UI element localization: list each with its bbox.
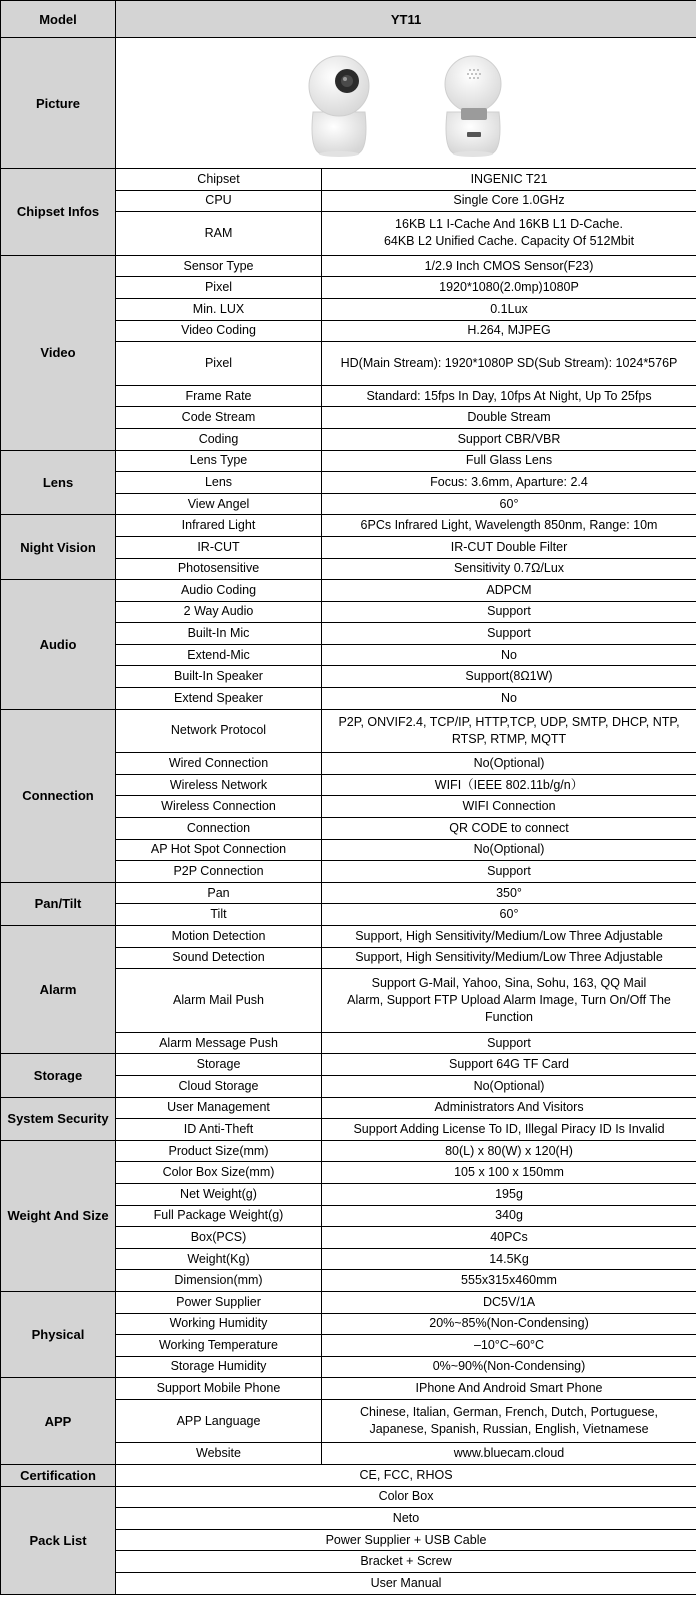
spec-value: 14.5Kg [322, 1248, 696, 1270]
weight-size-row [1, 1140, 696, 1162]
spec-value: 105 x 100 x 150mm [322, 1162, 696, 1184]
spec-value: INGENIC T21 [322, 169, 696, 191]
spec-name: Code Stream [116, 407, 322, 429]
spec-value: WIFI Connection [322, 796, 696, 818]
spec-name: Working Humidity [116, 1313, 322, 1335]
spec-value: 555x315x460mm [322, 1270, 696, 1292]
spec-name: Infrared Light [116, 515, 322, 537]
spec-value: www.bluecam.cloud [322, 1443, 696, 1465]
spec-value: Standard: 15fps In Day, 10fps At Night, Up To 25fps [322, 385, 696, 407]
connection-row [1, 709, 696, 753]
spec-name: Product Size(mm) [116, 1140, 322, 1162]
spec-value: 40PCs [322, 1227, 696, 1249]
spec-value: Support [322, 623, 696, 645]
spec-value: 60° [322, 493, 696, 515]
physical-category-label: Physical [1, 1291, 116, 1377]
alarm-category-label: Alarm [1, 926, 116, 1054]
spec-name: View Angel [116, 493, 322, 515]
spec-value: No(Optional) [322, 1075, 696, 1097]
spec-value: WIFI（IEEE 802.11b/g/n） [322, 774, 696, 796]
spec-name: Working Temperature [116, 1335, 322, 1357]
pan-tilt-row [1, 882, 696, 904]
spec-name: Built-In Speaker [116, 666, 322, 688]
lens-category-label: Lens [1, 450, 116, 515]
spec-value: 340g [322, 1205, 696, 1227]
spec-value: IPhone And Android Smart Phone [322, 1378, 696, 1400]
spec-name: Net Weight(g) [116, 1183, 322, 1205]
spec-name: APP Language [116, 1399, 322, 1443]
spec-name: Weight(Kg) [116, 1248, 322, 1270]
chipset-category-label: Chipset Infos [1, 169, 116, 256]
spec-value: Administrators And Visitors [322, 1097, 696, 1119]
pack-list-row [1, 1486, 696, 1508]
spec-name: Pan [116, 882, 322, 904]
spec-value: Support, High Sensitivity/Medium/Low Three Adjustable [322, 947, 696, 969]
spec-value: 195g [322, 1183, 696, 1205]
video-row [1, 255, 696, 277]
spec-name: Pixel [116, 277, 322, 299]
spec-name: Box(PCS) [116, 1227, 322, 1249]
spec-name: Connection [116, 818, 322, 840]
header-model: Model [1, 1, 116, 38]
spec-value: Support CBR/VBR [322, 428, 696, 450]
spec-value: 0.1Lux [322, 298, 696, 320]
pack-list-item: Neto [116, 1508, 696, 1530]
picture-label: Picture [1, 38, 116, 169]
pack-list-item: Power Supplier + USB Cable [116, 1529, 696, 1551]
app-row [1, 1378, 696, 1400]
spec-name: Network Protocol [116, 709, 322, 753]
spec-value: ADPCM [322, 580, 696, 602]
pack-list-item: Color Box [116, 1486, 696, 1508]
spec-name: Website [116, 1443, 322, 1465]
spec-name: Alarm Mail Push [116, 969, 322, 1033]
pan-tilt-category-label: Pan/Tilt [1, 882, 116, 925]
alarm-row [1, 926, 696, 948]
spec-value: 80(L) x 80(W) x 120(H) [322, 1140, 696, 1162]
spec-name: Frame Rate [116, 385, 322, 407]
spec-value: Single Core 1.0GHz [322, 190, 696, 212]
spec-name: ID Anti-Theft [116, 1119, 322, 1141]
spec-name: Storage Humidity [116, 1356, 322, 1378]
spec-name: Dimension(mm) [116, 1270, 322, 1292]
spec-name: Motion Detection [116, 926, 322, 948]
spec-value: 350° [322, 882, 696, 904]
security-category-label: System Security [1, 1097, 116, 1140]
spec-value: 6PCs Infrared Light, Wavelength 850nm, Range: 10m [322, 515, 696, 537]
spec-name: Chipset [116, 169, 322, 191]
spec-value: –10°C~60°C [322, 1335, 696, 1357]
spec-value: Full Glass Lens [322, 450, 696, 472]
spec-value: No(Optional) [322, 839, 696, 861]
spec-name: Min. LUX [116, 298, 322, 320]
night-vision-row [1, 515, 696, 537]
spec-name: P2P Connection [116, 861, 322, 883]
spec-value: Support Adding License To ID, Illegal Piracy ID Is Invalid [322, 1119, 696, 1141]
spec-name: Alarm Message Push [116, 1032, 322, 1054]
video-category-label: Video [1, 255, 116, 450]
chipset-row [1, 169, 696, 191]
spec-name: Wireless Connection [116, 796, 322, 818]
spec-value: Support [322, 601, 696, 623]
spec-value: 60° [322, 904, 696, 926]
spec-value: DC5V/1A [322, 1291, 696, 1313]
spec-value: 16KB L1 I-Cache And 16KB L1 D-Cache. 64KB L2 Unified Cache. Capacity Of 512Mbit [322, 212, 696, 256]
spec-name: Wired Connection [116, 753, 322, 775]
pack-list-item: User Manual [116, 1573, 696, 1595]
certification-value: CE, FCC, RHOS [116, 1465, 696, 1487]
spec-value: 1/2.9 Inch CMOS Sensor(F23) [322, 255, 696, 277]
spec-value: Support, High Sensitivity/Medium/Low Three Adjustable [322, 926, 696, 948]
spec-name: User Management [116, 1097, 322, 1119]
physical-row [1, 1291, 696, 1313]
spec-name: Lens Type [116, 450, 322, 472]
spec-value: Support 64G TF Card [322, 1054, 696, 1076]
spec-value: No(Optional) [322, 753, 696, 775]
spec-name: Sensor Type [116, 255, 322, 277]
spec-value: Focus: 3.6mm, Aparture: 2.4 [322, 472, 696, 494]
spec-value: Double Stream [322, 407, 696, 429]
spec-name: Cloud Storage [116, 1075, 322, 1097]
spec-name: Sound Detection [116, 947, 322, 969]
spec-value: HD(Main Stream): 1920*1080P SD(Sub Stream): 1024*576P [322, 342, 696, 386]
picture-cell [116, 38, 696, 169]
spec-name: Extend-Mic [116, 644, 322, 666]
app-category-label: APP [1, 1378, 116, 1465]
spec-value: Support G-Mail, Yahoo, Sina, Sohu, 163, QQ Mail Alarm, Support FTP Upload Alarm Image, Turn On/Off The Function [322, 969, 696, 1033]
spec-name: Full Package Weight(g) [116, 1205, 322, 1227]
spec-name: Support Mobile Phone [116, 1378, 322, 1400]
header-model-value: YT11 [116, 1, 696, 38]
spec-value: No [322, 688, 696, 710]
spec-value: No [322, 644, 696, 666]
spec-value: 0%~90%(Non-Condensing) [322, 1356, 696, 1378]
certification-label: Certification [1, 1465, 116, 1487]
spec-value: QR CODE to connect [322, 818, 696, 840]
spec-name: Photosensitive [116, 558, 322, 580]
camera-back-image [433, 48, 513, 158]
spec-name: IR-CUT [116, 536, 322, 558]
spec-name: AP Hot Spot Connection [116, 839, 322, 861]
spec-value: Support(8Ω1W) [322, 666, 696, 688]
spec-value: Chinese, Italian, German, French, Dutch, Portuguese, Japanese, Spanish, Russian, English, Vietnamese [322, 1399, 696, 1443]
spec-name: Storage [116, 1054, 322, 1076]
audio-row [1, 580, 696, 602]
pack-list-item: Bracket + Screw [116, 1551, 696, 1573]
spec-value: IR-CUT Double Filter [322, 536, 696, 558]
storage-category-label: Storage [1, 1054, 116, 1097]
storage-row [1, 1054, 696, 1076]
spec-name: Built-In Mic [116, 623, 322, 645]
night-vision-category-label: Night Vision [1, 515, 116, 580]
spec-name: 2 Way Audio [116, 601, 322, 623]
spec-name: Audio Coding [116, 580, 322, 602]
lens-row [1, 450, 696, 472]
spec-value: H.264, MJPEG [322, 320, 696, 342]
spec-value: P2P, ONVIF2.4, TCP/IP, HTTP,TCP, UDP, SMTP, DHCP, NTP, RTSP, RTMP, MQTT [322, 709, 696, 753]
spec-name: Video Coding [116, 320, 322, 342]
spec-value: Support [322, 1032, 696, 1054]
spec-name: Wireless Network [116, 774, 322, 796]
spec-value: Sensitivity 0.7Ω/Lux [322, 558, 696, 580]
spec-value: 1920*1080(2.0mp)1080P [322, 277, 696, 299]
spec-name: Power Supplier [116, 1291, 322, 1313]
security-row [1, 1097, 696, 1119]
pack-list-label: Pack List [1, 1486, 116, 1594]
spec-name: Lens [116, 472, 322, 494]
spec-name: Color Box Size(mm) [116, 1162, 322, 1184]
weight-size-category-label: Weight And Size [1, 1140, 116, 1291]
audio-category-label: Audio [1, 580, 116, 710]
spec-value: Support [322, 861, 696, 883]
connection-category-label: Connection [1, 709, 116, 882]
certification-row [1, 1465, 696, 1487]
spec-name: RAM [116, 212, 322, 256]
spec-name: Extend Speaker [116, 688, 322, 710]
header-row [1, 1, 696, 38]
camera-front-image [299, 48, 379, 158]
spec-name: Coding [116, 428, 322, 450]
spec-value: 20%~85%(Non-Condensing) [322, 1313, 696, 1335]
spec-name: CPU [116, 190, 322, 212]
spec-name: Tilt [116, 904, 322, 926]
picture-row [1, 38, 696, 169]
spec-name: Pixel [116, 342, 322, 386]
